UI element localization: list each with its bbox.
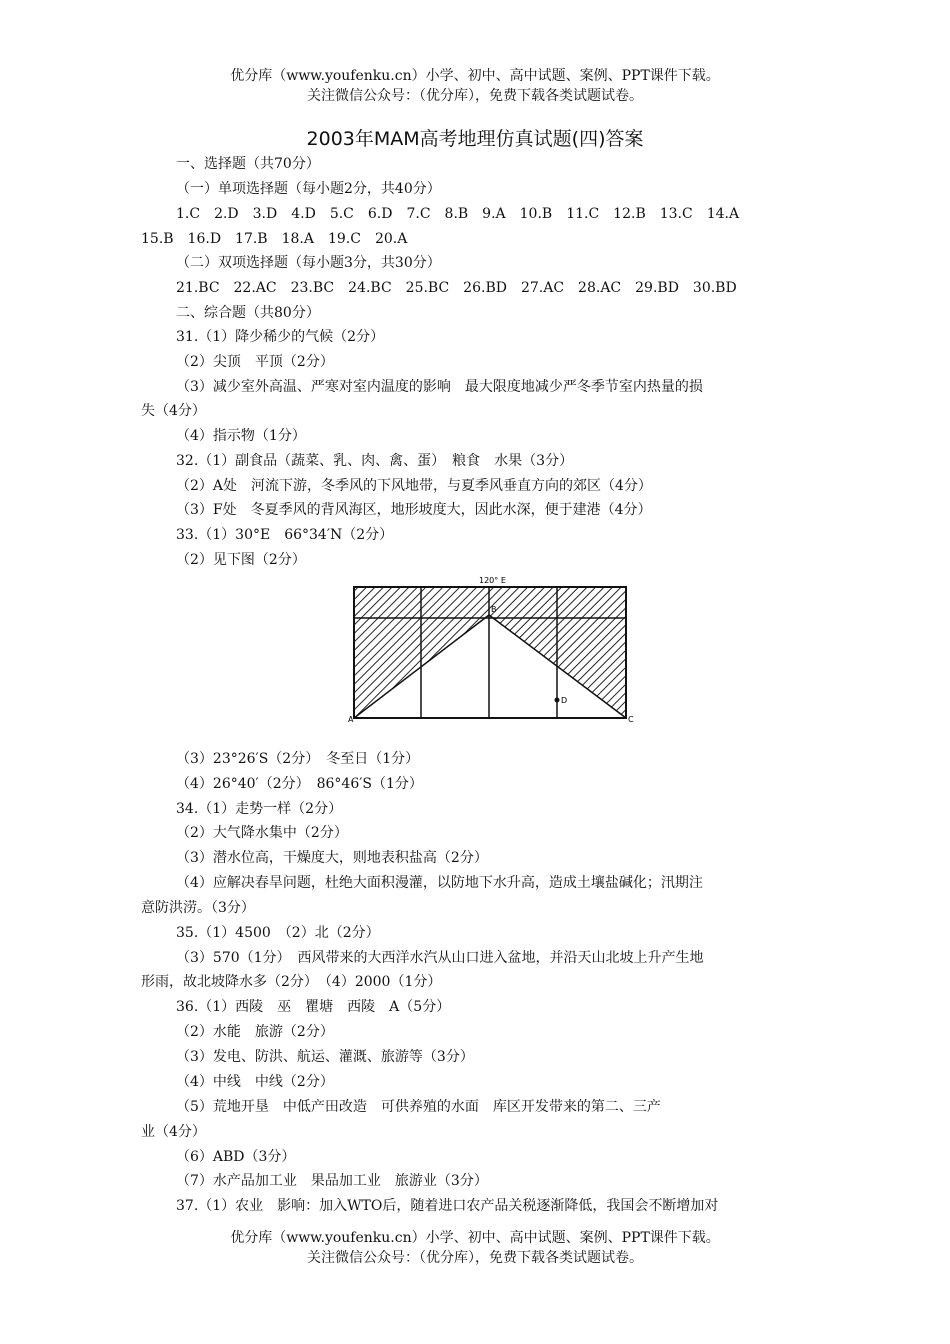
point-d-label: D [561,696,568,705]
text-line: （2）见下图（2分） [176,552,306,568]
text-line: 31.（1）降少稀少的气候（2分） [176,329,385,345]
text-line: （3）F处 冬夏季风的背风海区，地形坡度大，因此水深，便于建港（4分） [176,502,652,518]
text-line: （3）570（1分） 西风带来的大西洋水汽从山口进入盆地，并沿天山北坡上升产生地 [176,950,704,966]
text-line: （2）水能 旅游（2分） [176,1024,334,1040]
text-line: （2）A处 河流下游，冬季风的下风地带，与夏季风垂直方向的郊区（4分） [176,478,652,494]
text-line: 1.C 2.D 3.D 4.D 5.C 6.D 7.C 8.B 9.A 10.B 11.C 12.B 13.C 14.A [176,206,740,222]
text-line: 一、选择题（共70分） [176,156,320,172]
text-line: 失（4分） [141,403,206,419]
footer-line-2: 关注微信公众号：（优分库），免费下载各类试题试卷。 [307,1250,643,1266]
point-d-marker [555,698,560,703]
diagram-figure [345,574,640,726]
text-line: 36.（1）西陵 巫 瞿塘 西陵 A（5分） [176,999,451,1015]
point-b-label: B [491,605,497,614]
footer-line-1: 优分库（www.youfenku.cn）小学、初中、高中试题、案例、PPT课件下载。 [230,1230,720,1246]
text-line: （3）23°26′S（2分） 冬至日（1分） [176,751,420,767]
text-line: （4）26°40′（2分） 86°46′S（1分） [176,776,423,792]
text-line: （4）中线 中线（2分） [176,1074,334,1090]
text-line: （3）发电、防洪、航运、灌溉、旅游等（3分） [176,1049,474,1065]
text-line: （2）尖顶 平顶（2分） [176,354,334,370]
text-line: （3）减少室外高温、严寒对室内温度的影响 最大限度地减少严冬季节室内热量的损 [176,379,703,395]
text-line: （二）双项选择题（每小题3分，共30分） [176,255,441,271]
text-line: 21.BC 22.AC 23.BC 24.BC 25.BC 26.BD 27.AC 28.AC 29.BD 30.BD [176,280,737,296]
text-line: （4）应解决春旱问题，杜绝大面积漫灌，以防地下水升高，造成土壤盐碱化；汛期注 [176,875,703,891]
hatched-region [354,587,626,718]
header-line-2: 关注微信公众号：（优分库），免费下载各类试题试卷。 [307,88,643,104]
text-line: （5）荒地开垦 中低产田改造 可供养殖的水面 库区开发带来的第二、三产 [176,1099,661,1115]
text-line: 形雨，故北坡降水多（2分） （4）2000（1分） [141,974,442,990]
point-c-label: C [628,715,634,724]
text-line: 二、综合题（共80分） [176,305,320,321]
text-line: 37.（1）农业 影响：加入WTO后，随着进口农产品关税逐渐降低，我国会不断增加对 [176,1198,719,1214]
text-line: （4）指示物（1分） [176,428,306,444]
text-line: 意防洪涝。（3分） [141,900,255,916]
text-line: （6）ABD（3分） [176,1149,296,1165]
text-line: 32.（1）副食品（蔬菜、乳、肉、禽、蛋） 粮食 水果（3分） [176,453,574,469]
text-line: 业（4分） [141,1124,206,1140]
meridian-label: 120° E [479,576,506,585]
text-line: （3）潜水位高，干燥度大，则地表积盐高（2分） [176,850,488,866]
point-a-label: A [348,715,354,724]
page-title: 2003年MAM高考地理仿真试题(四)答案 [306,128,644,150]
text-line: 15.B 16.D 17.B 18.A 19.C 20.A [141,231,408,247]
text-line: 35.（1）4500 （2）北（2分） [176,925,380,941]
header-line-1: 优分库（www.youfenku.cn）小学、初中、高中试题、案例、PPT课件下载。 [230,68,720,84]
text-line: 34.（1）走势一样（2分） [176,801,343,817]
text-line: （7）水产品加工业 果品加工业 旅游业（3分） [176,1173,488,1189]
text-line: 33.（1）30°E 66°34′N（2分） [176,527,394,543]
text-line: （一）单项选择题（每小题2分，共40分） [176,181,441,197]
text-line: （2）大气降水集中（2分） [176,825,348,841]
